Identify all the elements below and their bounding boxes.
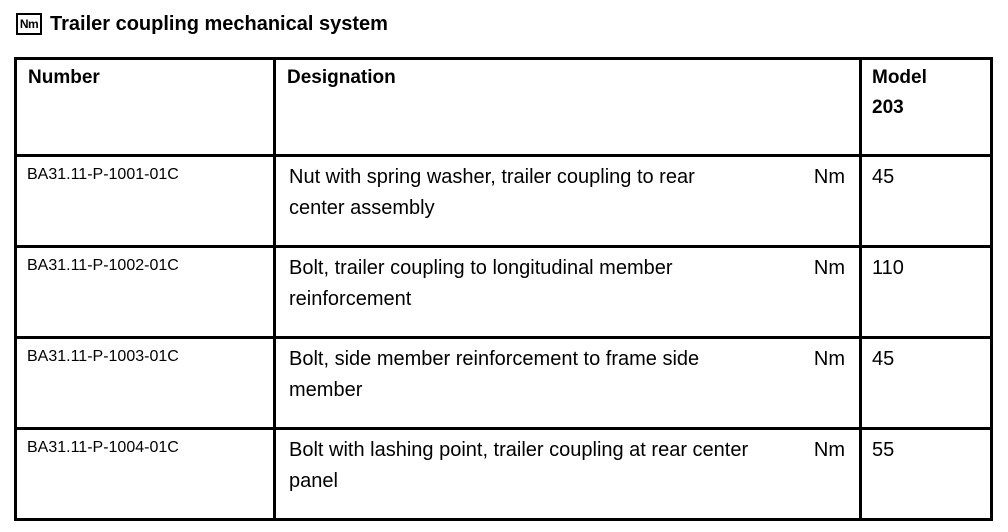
- cell-model-value: [861, 338, 992, 429]
- cell-designation: [275, 247, 861, 338]
- document-number: BA31.11-P-1003-01C: [27, 348, 179, 365]
- designation-text: Bolt, trailer coupling to longitudinal member reinforcement: [289, 257, 673, 310]
- torque-nm-icon: Nm: [16, 13, 42, 35]
- cell-designation: [275, 429, 861, 520]
- cell-number: [16, 156, 275, 247]
- table-row: [16, 429, 992, 520]
- document-number: BA31.11-P-1004-01C: [27, 439, 179, 456]
- document-number: BA31.11-P-1002-01C: [27, 257, 179, 274]
- torque-value: 45: [872, 348, 895, 370]
- table-row: [16, 247, 992, 338]
- section-heading: [16, 10, 388, 38]
- cell-number: [16, 338, 275, 429]
- torque-value: 45: [872, 166, 895, 188]
- designation-text: Bolt, side member reinforcement to frame side member: [289, 348, 700, 401]
- column-header-model: [861, 59, 992, 156]
- column-header-number: [16, 59, 275, 156]
- torque-table: [14, 57, 993, 521]
- torque-value: 55: [872, 439, 895, 461]
- column-header-designation: [275, 59, 861, 156]
- column-header-model-label: Model: [872, 67, 927, 88]
- cell-model-value: [861, 429, 992, 520]
- unit-label: Nm: [813, 439, 845, 461]
- cell-designation: [275, 156, 861, 247]
- section-title: Trailer coupling mechanical system: [50, 13, 388, 35]
- unit-label: Nm: [813, 348, 845, 370]
- cell-designation: [275, 338, 861, 429]
- table-header-row: [16, 59, 992, 156]
- cell-number: [16, 429, 275, 520]
- column-header-model-number: 203: [872, 97, 904, 118]
- table-row: [16, 338, 992, 429]
- cell-model-value: [861, 156, 992, 247]
- cell-model-value: [861, 247, 992, 338]
- column-header-number-label: Number: [28, 67, 100, 88]
- torque-value: 110: [872, 257, 904, 279]
- designation-text: Nut with spring washer, trailer coupling to rear center assembly: [289, 166, 695, 219]
- table-row: [16, 156, 992, 247]
- document-number: BA31.11-P-1001-01C: [27, 166, 179, 183]
- unit-label: Nm: [813, 257, 845, 279]
- unit-label: Nm: [813, 166, 845, 188]
- designation-text: Bolt with lashing point, trailer coupling at rear center panel: [289, 439, 749, 492]
- cell-number: [16, 247, 275, 338]
- column-header-designation-label: Designation: [287, 67, 396, 88]
